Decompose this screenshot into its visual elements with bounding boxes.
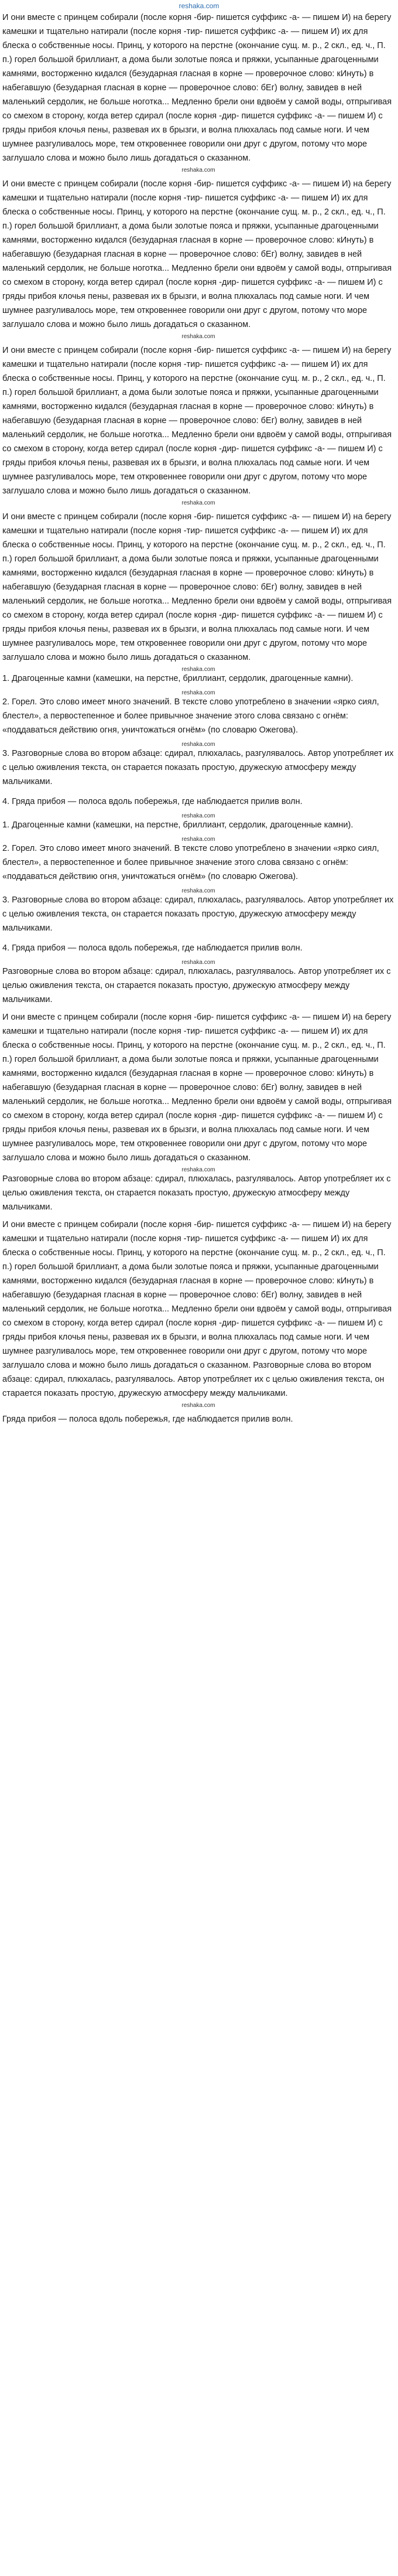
watermark: reshaka.com — [181, 836, 215, 843]
answer-item-3: 3. Разговорные слова во втором абзаце: сдирал, плюхалась, разгулявалось. Автор употребляет их с целью оживления текста, он старается показать простую, дружескую атмосферу между мальчиками. — [2, 749, 394, 786]
text-paragraph: Гряда прибоя — полоса вдоль побережья, где наблюдается прилив волн. — [2, 1415, 293, 1424]
watermark: reshaka.com — [181, 167, 215, 173]
watermark: reshaka.com — [181, 1167, 215, 1173]
watermark: reshaka.com — [181, 500, 215, 506]
text-paragraph: Разговорные слова во втором абзаце: сдирал, плюхалась, разгулявалось. Автор употребляет их с целью оживления текста, он старается показать простую, дружескую атмосферу между мальчиками. — [2, 1174, 391, 1212]
watermark: reshaka.com — [181, 333, 215, 340]
answer-item-2: 2. Горел. Это слово имеет много значений. В тексте слово употреблено в значении «ярко сиял, блестел», а первостепенное и более привычное значение этого слова связано с огнём: «поддаваться действию огня, уничтожаться огнём» (по словарю Ожегова). — [2, 697, 379, 735]
document-body — [0, 11, 398, 1426]
answer-item-1: 1. Драгоценные камни (камешки, на перстне, бриллиант, сердолик, драгоценные камни). — [2, 674, 354, 683]
text-paragraph: Разговорные слова во втором абзаце: сдирал, плюхалась, разгулявалось. Автор употребляет их с целью оживления текста, он старается показать простую, дружескую атмосферу между мальчиками. — [2, 967, 391, 1004]
answer-item-4: 4. Гряда прибоя — полоса вдоль побережья, где наблюдается прилив волн. — [2, 797, 303, 806]
watermark: reshaka.com — [181, 741, 215, 748]
text-paragraph: И они вместе с принцем собирали (после корня -бир- пишется суффикс -а- — пишем И) на берегу камешки и тщательно натирали (после корня -тир- пишется суффикс -а- — пишем И) их для блеска о собственные носы. Принц, у которого на перстне (окончание сущ. м. р., 2 скл., ед. ч., П. п.) горел большой бриллиант, а дома были золотые пояса и пряжки, усыпанные драгоценными камнями, восторженно кидался (безударная гласная в корне — проверочное слово: кИнуть) в набегавшую (безударная гласная в корне — проверочное слово: бЕг) волну, завидев в ней маленький сердолик, не больше ноготка... Медленно брели они вдвоём у самой воды, отпрыгивая со смехом в сторону, когда ветер сдирал (после корня -дир- пишется суффикс -а- — пишем И) с гряды прибоя клочья пены, развевая их в брызги, и волна плюхалась под самые ноги. И чем шумнее разгуливалось море, тем откровеннее говорили они друг с другом, потому что море заглушало слова и можно было лишь догадаться о сказанном. — [2, 346, 392, 496]
text-paragraph: И они вместе с принцем собирали (после корня -бир- пишется суффикс -а- — пишем И) на берегу камешки и тщательно натирали (после корня -тир- пишется суффикс -а- — пишем И) их для блеска о собственные носы. Принц, у которого на перстне (окончание сущ. м. р., 2 скл., ед. ч., П. п.) горел большой бриллиант, а дома были золотые пояса и пряжки, усыпанные драгоценными камнями, восторженно кидался (безударная гласная в корне — проверочное слово: кИнуть) в набегавшую (безударная гласная в корне — проверочное слово: бЕг) волну, завидев в ней маленький сердолик, не больше ноготка... Медленно брели они вдвоём у самой воды, отпрыгивая со смехом в сторону, когда ветер сдирал (после корня -дир- пишется суффикс -а- — пишем И) с гряды прибоя клочья пены, развевая их в брызги, и волна плюхалась под самые ноги. И чем шумнее разгуливалось море, тем откровеннее говорили они друг с другом, потому что море заглушало слова и можно было лишь догадаться о сказанном. — [2, 13, 392, 163]
answer-item-3: 3. Разговорные слова во втором абзаце: сдирал, плюхалась, разгулявалось. Автор употребляет их с целью оживления текста, он старается показать простую, дружескую атмосферу между мальчиками. — [2, 895, 394, 933]
watermark: reshaka.com — [181, 959, 215, 966]
site-header-link[interactable]: reshaka.com — [179, 2, 219, 10]
answer-item-4: 4. Гряда прибоя — полоса вдоль побережья, где наблюдается прилив волн. — [2, 943, 303, 953]
watermark: reshaka.com — [181, 888, 215, 894]
text-paragraph: И они вместе с принцем собирали (после корня -бир- пишется суффикс -а- — пишем И) на берегу камешки и тщательно натирали (после корня -тир- пишется суффикс -а- — пишем И) их для блеска о собственные носы. Принц, у которого на перстне (окончание сущ. м. р., 2 скл., ед. ч., П. п.) горел большой бриллиант, а дома были золотые пояса и пряжки, усыпанные драгоценными камнями, восторженно кидался (безударная гласная в корне — проверочное слово: кИнуть) в набегавшую (безударная гласная в корне — проверочное слово: бЕг) волну, завидев в ней маленький сердолик, не больше ноготка... Медленно брели они вдвоём у самой воды, отпрыгивая со смехом в сторону, когда ветер сдирал (после корня -дир- пишется суффикс -а- — пишем И) с гряды прибоя клочья пены, развевая их в брызги, и волна плюхалась под самые ноги. И чем шумнее разгуливалось море, тем откровеннее говорили они друг с другом, потому что море заглушало слова и можно было лишь догадаться о сказанном. Разговорные слова во втором абзаце: сдирал, плюхалась, разгулявалось. Автор употребляет их с целью оживления текста, он старается показать простую, дружескую атмосферу между мальчиками. — [2, 1220, 392, 1398]
watermark: reshaka.com — [181, 813, 215, 819]
watermark: reshaka.com — [181, 1402, 215, 1409]
watermark: reshaka.com — [181, 666, 215, 673]
text-paragraph: И они вместе с принцем собирали (после корня -бир- пишется суффикс -а- — пишем И) на берегу камешки и тщательно натирали (после корня -тир- пишется суффикс -а- — пишем И) их для блеска о собственные носы. Принц, у которого на перстне (окончание сущ. м. р., 2 скл., ед. ч., П. п.) горел большой бриллиант, а дома были золотые пояса и пряжки, усыпанные драгоценными камнями, восторженно кидался (безударная гласная в корне — проверочное слово: кИнуть) в набегавшую (безударная гласная в корне — проверочное слово: бЕг) волну, завидев в ней маленький сердолик, не больше ноготка... Медленно брели они вдвоём у самой воды, отпрыгивая со смехом в сторону, когда ветер сдирал (после корня -дир- пишется суффикс -а- — пишем И) с гряды прибоя клочья пены, развевая их в брызги, и волна плюхалась под самые ноги. И чем шумнее разгуливалось море, тем откровеннее говорили они друг с другом, потому что море заглушало слова и можно было лишь догадаться о сказанном. — [2, 179, 392, 329]
watermark: reshaka.com — [181, 690, 215, 696]
answer-item-2: 2. Горел. Это слово имеет много значений. В тексте слово употреблено в значении «ярко сиял, блестел», а первостепенное и более привычное значение этого слова связано с огнём: «поддаваться действию огня, уничтожаться огнём» (по словарю Ожегова). — [2, 844, 379, 881]
text-paragraph: И они вместе с принцем собирали (после корня -бир- пишется суффикс -а- — пишем И) на берегу камешки и тщательно натирали (после корня -тир- пишется суффикс -а- — пишем И) их для блеска о собственные носы. Принц, у которого на перстне (окончание сущ. м. р., 2 скл., ед. ч., П. п.) горел большой бриллиант, а дома были золотые пояса и пряжки, усыпанные драгоценными камнями, восторженно кидался (безударная гласная в корне — проверочное слово: кИнуть) в набегавшую (безударная гласная в корне — проверочное слово: бЕг) волну, завидев в ней маленький сердолик, не больше ноготка... Медленно брели они вдвоём у самой воды, отпрыгивая со смехом в сторону, когда ветер сдирал (после корня -дир- пишется суффикс -а- — пишем И) с гряды прибоя клочья пены, развевая их в брызги, и волна плюхалась под самые ноги. И чем шумнее разгуливалось море, тем откровеннее говорили они друг с другом, потому что море заглушало слова и можно было лишь догадаться о сказанном. — [2, 512, 392, 662]
answer-item-1: 1. Драгоценные камни (камешки, на перстне, бриллиант, сердолик, драгоценные камни). — [2, 820, 354, 830]
text-paragraph: И они вместе с принцем собирали (после корня -бир- пишется суффикс -а- — пишем И) на берегу камешки и тщательно натирали (после корня -тир- пишется суффикс -а- — пишем И) их для блеска о собственные носы. Принц, у которого на перстне (окончание сущ. м. р., 2 скл., ед. ч., П. п.) горел большой бриллиант, а дома были золотые пояса и пряжки, усыпанные драгоценными камнями, восторженно кидался (безударная гласная в корне — проверочное слово: кИнуть) в набегавшую (безударная гласная в корне — проверочное слово: бЕг) волну, завидев в ней маленький сердолик, не больше ноготка... Медленно брели они вдвоём у самой воды, отпрыгивая со смехом в сторону, когда ветер сдирал (после корня -дир- пишется суффикс -а- — пишем И) с гряды прибоя клочья пены, развевая их в брызги, и волна плюхалась под самые ноги. И чем шумнее разгуливалось море, тем откровеннее говорили они друг с другом, потому что море заглушало слова и можно было лишь догадаться о сказанном. — [2, 1013, 392, 1163]
